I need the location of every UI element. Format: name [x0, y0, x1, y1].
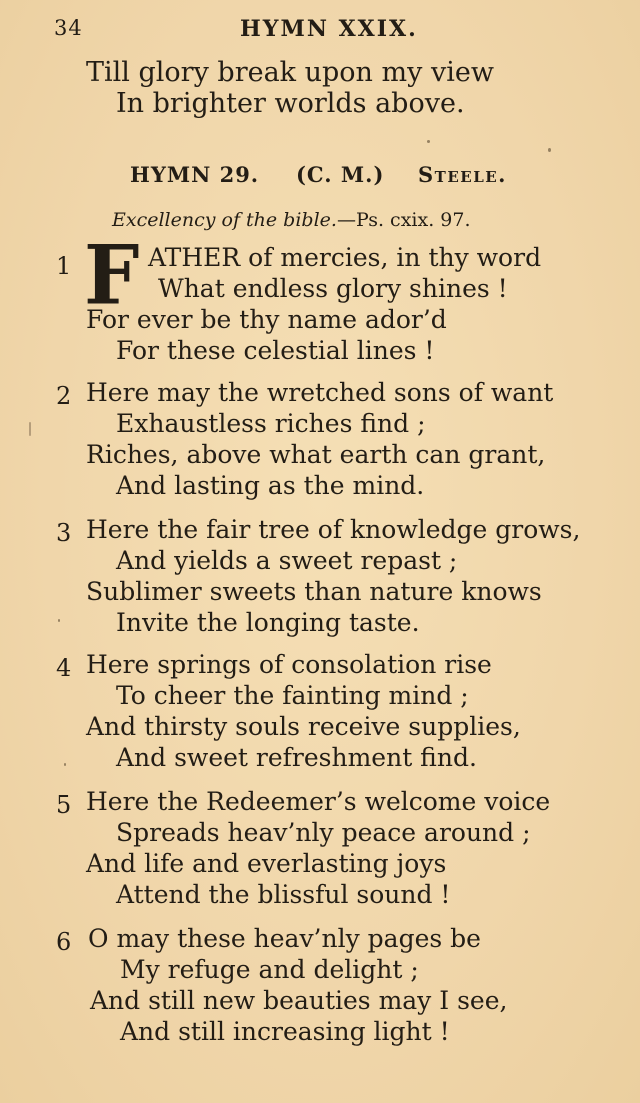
hymn-meter: (C. M.) — [296, 162, 385, 187]
subject-title: Excellency of the bible. — [112, 209, 337, 231]
verse-line: For ever be thy name ador’d — [86, 305, 447, 334]
hymn-title: HYMN 29. — [130, 162, 260, 187]
hymn-subject — [112, 209, 471, 231]
verse-line: Sublimer sweets than nature knows — [86, 577, 542, 606]
continuation-line: In brighter worlds above. — [116, 88, 465, 119]
verse-number: 2 — [56, 382, 72, 410]
verse-line: And yields a sweet repast ; — [116, 546, 458, 575]
verse-line: And still increasing light ! — [120, 1017, 450, 1046]
verse-line: Invite the longing taste. — [116, 608, 420, 637]
verse-line: What endless glory shines ! — [158, 274, 508, 303]
verse-line: And still new beauties may I see, — [90, 986, 508, 1015]
verse-number: 1 — [56, 252, 72, 280]
verse-line: And sweet refreshment find. — [116, 743, 477, 772]
verse-line: O may these heav’nly pages be — [88, 924, 481, 953]
verse-number: 3 — [56, 519, 72, 547]
scripture-reference: —Ps. cxix. 97. — [336, 209, 471, 231]
verse-line: Here the Redeemer’s welcome voice — [86, 787, 551, 816]
verse-line: Here the fair tree of knowledge grows, — [86, 515, 581, 544]
verse-line: Riches, above what earth can grant, — [86, 440, 546, 469]
verse-line: And life and everlasting joys — [86, 849, 447, 878]
verse-line: And lasting as the mind. — [116, 471, 425, 500]
verse-number: 6 — [56, 928, 72, 956]
verse-line: Here may the wretched sons of want — [86, 378, 554, 407]
verse-number: 4 — [56, 654, 72, 682]
page-number: 34 — [54, 16, 83, 40]
running-head: HYMN XXIX. — [240, 16, 418, 42]
continuation-line: Till glory break upon my view — [86, 57, 494, 88]
verse-number: 5 — [56, 791, 72, 819]
verse-line: Attend the blissful sound ! — [116, 880, 451, 909]
drop-cap: F — [84, 228, 140, 324]
verse-line: Here springs of consolation rise — [86, 650, 492, 679]
verse-line: To cheer the fainting mind ; — [116, 681, 469, 710]
hymn-author: Steele. — [418, 162, 507, 187]
verse-line: For these celestial lines ! — [116, 336, 435, 365]
verse-line: And thirsty souls receive supplies, — [86, 712, 521, 741]
verse-line: Exhaustless riches find ; — [116, 409, 426, 438]
verse-line: ATHER of mercies, in thy word — [148, 243, 542, 272]
verse-line: My refuge and delight ; — [120, 955, 419, 984]
verse-line: Spreads heav’nly peace around ; — [116, 818, 531, 847]
